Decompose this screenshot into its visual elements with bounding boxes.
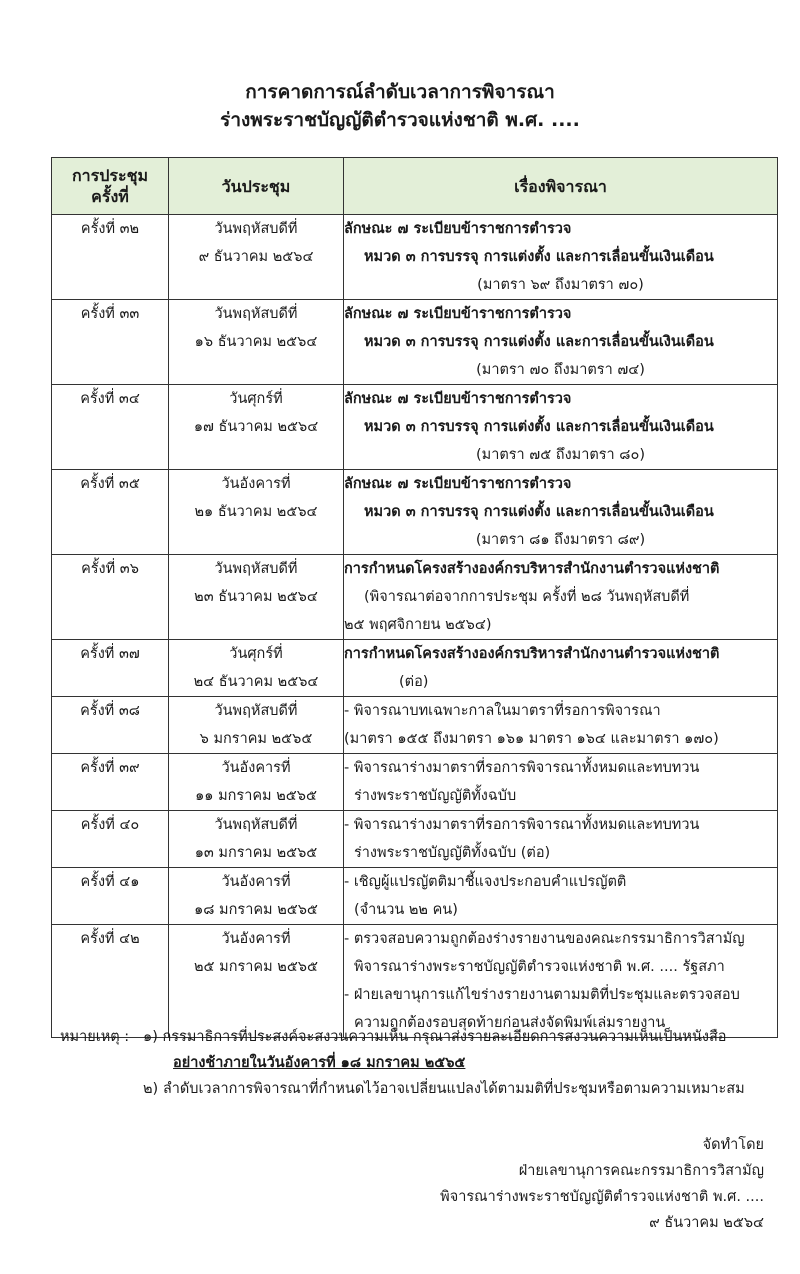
signature-block: [440, 1132, 764, 1236]
committee-name: พิจารณาร่างพระราชบัญญัติตำรวจแห่งชาติ พ.ศ. ....: [440, 1189, 764, 1205]
meeting-date-text: ๒๓ ธันวาคม ๒๕๖๔: [194, 589, 318, 605]
meeting-date-text: ๒๑ ธันวาคม ๒๕๖๔: [194, 504, 318, 520]
table-row: [52, 811, 778, 868]
prepared-date: ๙ ธันวาคม ๒๕๖๔: [649, 1215, 764, 1231]
table-row: [52, 470, 778, 555]
topic-line: (มาตรา ๑๕๕ ถึงมาตรา ๑๖๑ มาตรา ๑๖๔ และมาตรา ๑๗๐): [344, 731, 719, 747]
document-subtitle: ร่างพระราชบัญญัติตำรวจแห่งชาติ พ.ศ. ....: [220, 109, 580, 131]
meeting-date-text: ๑๘ มกราคม ๒๕๖๕: [194, 902, 318, 918]
meeting-date: [169, 811, 344, 868]
meeting-number: ครั้งที่ ๓๓: [52, 300, 169, 385]
topic-line: - ฝ่ายเลขานุการแก้ไขร่างรายงานตามมติที่ประชุมและตรวจสอบ: [344, 987, 740, 1003]
table-row: [52, 300, 778, 385]
table-row: [52, 754, 778, 811]
meeting-date-text: ๑๖ ธันวาคม ๒๕๖๔: [194, 334, 318, 350]
table-row: [52, 868, 778, 925]
topic-title: ลักษณะ ๗ ระเบียบข้าราชการตำรวจ: [344, 306, 572, 322]
table-row: [52, 215, 778, 300]
prepared-by-label: จัดทำโดย: [702, 1137, 764, 1153]
header-date: วันประชุม: [169, 158, 344, 215]
meeting-date-text: ๒๔ ธันวาคม ๒๕๖๔: [193, 674, 319, 690]
notes-section: [60, 1024, 780, 1102]
meeting-date: [169, 300, 344, 385]
table-row: [52, 697, 778, 754]
topic-title: การกำหนดโครงสร้างองค์กรบริหารสำนักงานตำรวจแห่งชาติ: [344, 646, 720, 662]
note-1-deadline: อย่างช้าภายในวันอังคารที่ ๑๘ มกราคม ๒๕๖๕: [173, 1055, 466, 1071]
note-2: ๒) ลำดับเวลาการพิจารณาที่กำหนดไว้อาจเปลี่ยนแปลงได้ตามมติที่ประชุมหรือตามความเหมาะสม: [143, 1081, 745, 1097]
note-1: ๑) กรรมาธิการที่ประสงค์จะสงวนความเห็น กรุณาส่งรายละเอียดการสงวนความเห็นเป็นหนังสือ: [143, 1029, 727, 1045]
meeting-topic: [344, 811, 778, 868]
meeting-date-text: ๒๕ มกราคม ๒๕๖๕: [194, 959, 318, 975]
table-row: [52, 555, 778, 640]
meeting-number: ครั้งที่ ๔๑: [52, 868, 169, 925]
meeting-date: [169, 925, 344, 1038]
meeting-topic: [344, 868, 778, 925]
meeting-day: วันอังคารที่: [221, 874, 291, 890]
meeting-number: ครั้งที่ ๔๒: [52, 925, 169, 1038]
document-title: การคาดการณ์ลำดับเวลาการพิจารณา: [245, 81, 555, 103]
meeting-date: [169, 215, 344, 300]
topic-line: ร่างพระราชบัญญัติทั้งฉบับ: [354, 788, 517, 804]
meeting-topic: [344, 300, 778, 385]
topic-range: (มาตรา ๖๙ ถึงมาตรา ๗๐): [477, 277, 644, 293]
meeting-date: [169, 555, 344, 640]
topic-note: (พิจารณาต่อจากการประชุม ครั้งที่ ๒๘ วันพฤหัสบดีที่: [364, 589, 690, 605]
topic-range: (มาตรา ๗๐ ถึงมาตรา ๗๔): [476, 362, 645, 378]
topic-title: การกำหนดโครงสร้างองค์กรบริหารสำนักงานตำรวจแห่งชาติ: [344, 561, 720, 577]
topic-range: (มาตรา ๘๑ ถึงมาตรา ๘๙): [475, 532, 646, 548]
meeting-number: ครั้งที่ ๓๒: [52, 215, 169, 300]
table-row: [52, 640, 778, 697]
secretariat-name: ฝ่ายเลขานุการคณะกรรมาธิการวิสามัญ: [518, 1163, 764, 1179]
meeting-topic: [344, 555, 778, 640]
topic-line: (จำนวน ๒๒ คน): [354, 902, 458, 918]
topic-title: ลักษณะ ๗ ระเบียบข้าราชการตำรวจ: [344, 391, 572, 407]
meeting-number: ครั้งที่ ๓๔: [52, 385, 169, 470]
topic-note-cont: ๒๕ พฤศจิกายน ๒๕๖๔): [344, 617, 492, 633]
schedule-table: [51, 157, 778, 1038]
header-topic: เรื่องพิจารณา: [344, 158, 778, 215]
meeting-topic: [344, 925, 778, 1038]
meeting-day: วันอังคารที่: [221, 476, 291, 492]
meeting-topic: [344, 385, 778, 470]
meeting-date: [169, 697, 344, 754]
header-meeting: การประชุม ครั้งที่: [52, 158, 169, 215]
topic-line: - พิจารณาร่างมาตราที่รอการพิจารณาทั้งหมดและทบทวน: [344, 817, 700, 833]
topic-line: - พิจารณาร่างมาตราที่รอการพิจารณาทั้งหมดและทบทวน: [344, 760, 700, 776]
meeting-date-text: ๑๑ มกราคม ๒๕๖๕: [195, 788, 317, 804]
meeting-date-text: ๑๗ ธันวาคม ๒๕๖๔: [193, 419, 319, 435]
meeting-number: ครั้งที่ ๓๘: [52, 697, 169, 754]
meeting-topic: [344, 754, 778, 811]
meeting-date-text: ๖ มกราคม ๒๕๖๕: [199, 731, 313, 747]
topic-subtitle: หมวด ๓ การบรรจุ การแต่งตั้ง และการเลื่อนขั้นเงินเดือน: [364, 249, 714, 265]
meeting-topic: [344, 697, 778, 754]
table-header-row: [52, 158, 778, 215]
meeting-day: วันพฤหัสบดีที่: [214, 221, 298, 237]
meeting-topic: [344, 470, 778, 555]
topic-line: ร่างพระราชบัญญัติทั้งฉบับ (ต่อ): [354, 845, 551, 861]
notes-label: หมายเหตุ :: [60, 1029, 130, 1045]
meeting-number: ครั้งที่ ๓๕: [52, 470, 169, 555]
topic-line: พิจารณาร่างพระราชบัญญัติตำรวจแห่งชาติ พ.ศ. .... รัฐสภา: [354, 959, 725, 975]
meeting-date: [169, 470, 344, 555]
table-row: [52, 925, 778, 1038]
meeting-number: ครั้งที่ ๔๐: [52, 811, 169, 868]
meeting-date: [169, 640, 344, 697]
meeting-day: วันศุกร์ที่: [229, 646, 283, 662]
topic-line: - พิจารณาบทเฉพาะกาลในมาตราที่รอการพิจารณา: [344, 703, 661, 719]
meeting-topic: [344, 215, 778, 300]
meeting-day: วันพฤหัสบดีที่: [214, 561, 298, 577]
meeting-date-text: ๙ ธันวาคม ๒๕๖๔: [198, 249, 314, 265]
meeting-date-text: ๑๓ มกราคม ๒๕๖๕: [194, 845, 318, 861]
meeting-day: วันอังคารที่: [221, 931, 291, 947]
topic-subtitle: หมวด ๓ การบรรจุ การแต่งตั้ง และการเลื่อนขั้นเงินเดือน: [364, 419, 714, 435]
meeting-day: วันพฤหัสบดีที่: [214, 817, 298, 833]
topic-line: - ตรวจสอบความถูกต้องร่างรายงานของคณะกรรมาธิการวิสามัญ: [344, 931, 745, 947]
meeting-date: [169, 385, 344, 470]
topic-note: (ต่อ): [399, 674, 429, 690]
meeting-number: ครั้งที่ ๓๙: [52, 754, 169, 811]
meeting-number: ครั้งที่ ๓๗: [52, 640, 169, 697]
topic-range: (มาตรา ๗๕ ถึงมาตรา ๘๐): [475, 447, 645, 463]
meeting-day: วันศุกร์ที่: [229, 391, 283, 407]
table-row: [52, 385, 778, 470]
topic-subtitle: หมวด ๓ การบรรจุ การแต่งตั้ง และการเลื่อนขั้นเงินเดือน: [364, 504, 714, 520]
meeting-day: วันพฤหัสบดีที่: [214, 306, 298, 322]
topic-line: ความถูกต้องรอบสุดท้ายก่อนส่งจัดพิมพ์เล่มรายงาน: [354, 1015, 666, 1031]
topic-line: - เชิญผู้แปรญัตติมาชี้แจงประกอบคำแปรญัตติ: [344, 874, 627, 890]
topic-title: ลักษณะ ๗ ระเบียบข้าราชการตำรวจ: [344, 476, 572, 492]
meeting-topic: [344, 640, 778, 697]
meeting-date: [169, 868, 344, 925]
meeting-number: ครั้งที่ ๓๖: [52, 555, 169, 640]
meeting-day: วันอังคารที่: [221, 760, 291, 776]
topic-subtitle: หมวด ๓ การบรรจุ การแต่งตั้ง และการเลื่อนขั้นเงินเดือน: [364, 334, 714, 350]
meeting-day: วันพฤหัสบดีที่: [214, 703, 298, 719]
topic-title: ลักษณะ ๗ ระเบียบข้าราชการตำรวจ: [344, 221, 572, 237]
meeting-date: [169, 754, 344, 811]
